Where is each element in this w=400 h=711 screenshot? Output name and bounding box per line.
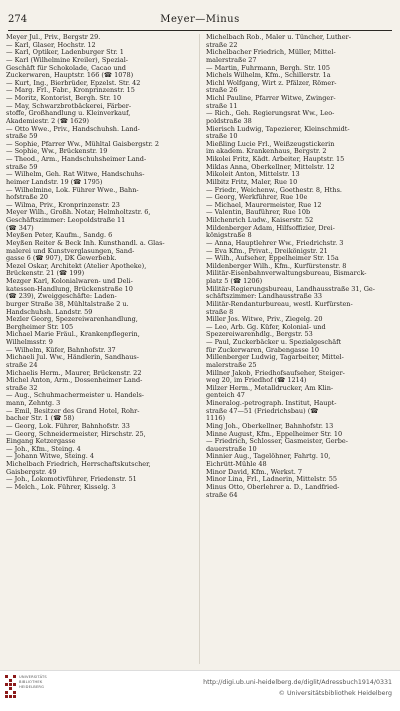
directory-entry-line: poldstraße 38 — [206, 117, 252, 125]
directory-entry-line: königstraße 8 — [206, 232, 252, 240]
source-url-link[interactable]: http://digi.ub.uni-heidelberg.de/diglit/Adressbuch1914/0331 — [203, 679, 392, 686]
directory-entry-line: Akademiestr. 2 (☎ 1629) — [6, 117, 90, 125]
logo-line: UNIVERSITÄTS — [19, 675, 47, 679]
directory-entry-line: straße 59 — [6, 133, 38, 141]
directory-entry-line: straße 32 — [6, 384, 38, 392]
directory-entry-line: Meyer Jul., Priv., Bergstr 29. — [6, 34, 101, 41]
directory-entry-line: Brückenstr. 21 (☎ 199) — [6, 270, 85, 278]
directory-entry-line: — Valentin, Bauführer, Rue 10b — [206, 209, 311, 217]
directory-entry-line: gasse 6 (☎ 907), DK Gewerbebk. — [6, 255, 117, 263]
directory-entry-line: Zuckerwaren, Hauptstr. 166 (☎ 1078) — [6, 72, 134, 80]
directory-entry-line: Milbitz Fritz, Maler, Rue 10 — [206, 178, 298, 186]
directory-entry-line: — Kurt, Ing., Bierbrüder, Epzelst. Str. 42 — [6, 79, 141, 87]
directory-entry-line: Spezereiwarenhdlg., Bergstr. 53 — [206, 331, 313, 339]
directory-entry-line: Minor Lina, Frl., Ladnerin, Mittelstr. 55 — [206, 476, 338, 484]
directory-entry-line: Minor David, Kfm., Werkst. 7 — [206, 468, 303, 476]
directory-entry-line: — Emil, Besitzer des Grand Hotel, Rohr- — [6, 407, 140, 415]
directory-entry-line: straße 64 — [206, 491, 238, 499]
directory-entry-line: platz 5 (☎ 1206) — [206, 278, 263, 285]
directory-entry-line: Mezler Georg, Spezereiwarenhandlung, — [6, 316, 138, 324]
logo-text — [19, 675, 55, 690]
directory-entry-line: — Leo, Arb. Gg. Küfer, Kolonial- und — [206, 323, 326, 331]
directory-entry-line: — Joh., Lokomotivführer, Friedenstr. 51 — [6, 476, 137, 484]
directory-entry-line: straße 8 — [206, 308, 234, 316]
left-column — [6, 34, 194, 492]
directory-entry-line: Michelbacher Friedrich, Müller, Mittel- — [206, 49, 336, 57]
directory-entry-line: — Sophie, Ww., Brückenstr. 19 — [6, 148, 108, 156]
directory-entry-line: Geschäftszimmer: Leopoldstraße 11 — [6, 217, 126, 224]
directory-entry-line: Michels Wilhelm, Kfm., Schillerstr. 1a — [206, 72, 331, 80]
directory-entry-line: — Anna, Hauptlehrer Ww., Friedrichstr. 3 — [206, 239, 344, 247]
directory-entry-line: — Melch., Lok. Führer, Kisselg. 3 — [6, 483, 116, 491]
directory-entry-line: — Martin, Fuhrmann, Bergh. Str. 105 — [206, 64, 330, 72]
directory-entry-line: straße 59 — [6, 163, 38, 171]
directory-entry-line: Michael Marie Fräul., Krankenpflegerin, — [6, 331, 140, 339]
copyright-notice: © Universitätsbibliothek Heidelberg — [278, 690, 392, 697]
directory-entry-line: — Karl, Glaser, Hochstr. 12 — [6, 41, 96, 49]
directory-entry-line: Gaisbergstr. 49 — [6, 468, 57, 476]
directory-entry-line: Ming Joh., Oberkellner, Bahnhofstr. 13 — [206, 422, 334, 430]
directory-entry-line: im akadem. Krankenhaus, Bergstr. 2 — [206, 148, 327, 156]
logo-line: HEIDELBERG — [19, 685, 45, 689]
directory-entry-line: Minne August, Kfm., Eppelheimer Str. 10 — [206, 430, 343, 438]
directory-entry-line: — Aug., Schuhmachermeister u. Handels- — [6, 392, 145, 400]
directory-entry-line: — Karl, Optiker, Ladenburger Str. 1 — [6, 49, 124, 57]
directory-entry-line: Mikolei Fritz, Kädt. Arbeiter, Hauptstr. 15 — [206, 156, 345, 163]
directory-entry-line: — Wilh., Aufseher, Eppelheimer Str. 15a — [206, 255, 339, 263]
directory-entry-line: Mezel Oskar, Architekt (Atelier Apotheke), — [6, 262, 147, 270]
directory-entry-line: burger Straße 38, Mühltalstraße 2 u. — [6, 300, 129, 308]
directory-entry-line: — Otto Wwe., Priv., Handschuhsh. Land- — [6, 125, 140, 133]
directory-entry-line: straße 22 — [206, 41, 238, 49]
directory-entry-line: katessen-Handlung, Brückenstraße 10 — [6, 285, 133, 293]
directory-entry-line: — Wilhelmine, Lok. Führer Wwe., Bahn- — [6, 186, 139, 194]
directory-entry-line: Bergheimer Str. 105 — [6, 323, 74, 331]
directory-entry-line: Mikoleit Anton, Mittelstr. 13 — [206, 171, 300, 179]
directory-entry-line: Militär-Rendanturbureau, westl. Kurfürsten- — [206, 300, 353, 308]
directory-entry-line: malerstraße 25 — [206, 361, 257, 369]
directory-entry-line: — Sophie, Pfarrer Ww., Mühltal Gaisbergstr. 2 — [6, 140, 160, 148]
directory-entry-line: bacher Str. 1 (☎ 58) — [6, 415, 75, 423]
directory-entry-line: Meyer Wilh., Großh. Notar, Helmholtzstr. 6, — [6, 209, 151, 217]
directory-entry-line: (☎ 239), Zweiggeschäfte: Laden- — [6, 293, 117, 301]
directory-entry-line: hofstraße 20 — [6, 194, 48, 202]
directory-entry-line: stoffe, Großhandlung u. Kleinverkauf, — [6, 110, 131, 118]
directory-entry-line: Miklas Anna, Oberkellner, Mittelstr. 12 — [206, 163, 335, 171]
directory-entry-line: genteich 47 — [206, 392, 245, 400]
directory-entry-line: Eichrütt-Mühle 48 — [206, 461, 267, 468]
directory-entry-line: Michl Pauline, Pfarrer Witwe, Zwinger- — [206, 95, 336, 102]
directory-entry-line: Geschäft für Schokolade, Cacao und — [6, 64, 126, 72]
directory-entry-line: Michel Anton, Arm., Dossenheimer Land- — [6, 377, 143, 385]
directory-entry-line: malerei und Kunstverglasungen, Sand- — [6, 247, 135, 255]
directory-entry-line: Michaeli Jul. Ww., Händlerin, Sandhaus- — [6, 354, 139, 362]
directory-entry-line: — Georg, Schneidermeister, Hirschstr. 25, — [6, 430, 146, 438]
directory-entry-line: — Friedr., Weichenw., Goethestr. 8, Hths. — [206, 186, 342, 194]
directory-entry-line: — Wilhelm, Küfer, Bahnhofstr. 37 — [6, 346, 116, 354]
directory-entry-line: Michl Wolfgang, Wirt z. Pfälzer, Römer- — [206, 79, 337, 87]
directory-entry-line: — Rich., Geh. Regierungsrat Ww., Leo- — [206, 110, 335, 118]
page-number: 274 — [8, 14, 28, 25]
directory-entry-line: — Georg, Lok. Führer, Bahnhofstr. 33 — [6, 422, 130, 430]
directory-entry-line: schäftszimmer: Landhausstraße 33 — [206, 293, 323, 301]
directory-entry-line: Michelbach Rob., Maler u. Tüncher, Luther- — [206, 34, 351, 41]
directory-entry-line: — Michael, Maurermeister, Rue 12 — [206, 201, 322, 209]
directory-entry-line: Millner Jakob, Friedhofsaufseher, Steiger- — [206, 369, 345, 377]
directory-entry-line: Meyßen Reiter & Beck Inh. Kunsthandl. a. Glas- — [6, 239, 165, 247]
directory-entry-line: (☎ 347) — [6, 224, 34, 232]
directory-entry-line: — Friedrich, Schlosser, Gasmeister, Gerbe- — [206, 438, 348, 446]
directory-entry-line: — Theod., Arm., Handschuhsheimer Land- — [6, 156, 147, 163]
directory-entry-line: für Zuckerwaren, Grabengasse 10 — [206, 346, 319, 354]
directory-entry-line: 1116) — [206, 415, 226, 423]
directory-entry-line: Mierisch Ludwig, Tapezierer, Kleinschmidt- — [206, 125, 350, 133]
directory-entry-line: — Wilma, Priv., Kronprinzenstr. 23 — [6, 201, 120, 209]
directory-entry-line: — Georg, Werkführer, Rue 10e — [206, 194, 308, 202]
directory-entry-line: — Wilhelm, Geh. Rat Witwe, Handschuhs- — [6, 171, 145, 179]
directory-entry-line: Mezger Karl, Kolonialwaren- und Deli- — [6, 278, 133, 285]
directory-entry-line: Mineralog.-petrograph. Institut, Haupt- — [206, 400, 337, 407]
directory-entry-line: Militär-Regierungsbureau, Landhausstraße 31, Ge- — [206, 285, 375, 293]
page-header — [8, 14, 392, 30]
directory-entry-line: Wilhelmsstr. 9 — [6, 339, 53, 346]
directory-entry-line: dauerstraße 10 — [206, 445, 257, 453]
directory-entry-line: — Johann Witwe, Steing. 4 — [6, 453, 94, 461]
header-rule — [8, 30, 392, 31]
directory-entry-line: Millenberger Ludwig, Tagarbeiter, Mittel- — [206, 354, 344, 362]
directory-entry-line: Meyßen Peter, Kaufm., Sandg. 6 — [6, 232, 113, 240]
directory-entry-line: Eingang Ketzergasse — [6, 438, 76, 446]
directory-entry-line: — Paul, Zuckerbäcker u. Spezialgeschäft — [206, 339, 342, 346]
directory-entry-line: — Karl (Wilhelmine Kreiler), Spezial- — [6, 56, 128, 64]
directory-entry-line: Minus Otto, Oberlehrer a. D., Landfried- — [206, 483, 340, 491]
directory-entry-line: Militär-Eisenbahnverwaltungsbureau, Bismarck- — [206, 270, 367, 278]
logo-line: BIBLIOTHEK — [19, 680, 43, 684]
directory-entry-line: Milchenrich Ludw., Kaiserstr. 52 — [206, 217, 314, 224]
directory-entry-line: straße 24 — [6, 361, 38, 369]
directory-entry-line: weg 20, im Friedhof (☎ 1214) — [206, 377, 307, 385]
directory-entry-line: — Marg. Frl., Fabr., Kronprinzenstr. 15 — [6, 87, 135, 95]
directory-entry-line: Miller Jos. Witwe, Priv., Ziegelg. 20 — [206, 316, 323, 324]
directory-entry-line: straße 10 — [206, 133, 238, 141]
directory-entry-line: straße 26 — [206, 87, 238, 95]
directory-entry-line: malerstraße 27 — [206, 56, 257, 64]
right-column — [206, 34, 394, 499]
column-divider — [199, 34, 200, 664]
directory-entry-line: mann, Zehntg. 3 — [6, 400, 61, 407]
directory-entry-line: Minnier Aug., Tagelöhner, Fahrtg. 10, — [206, 453, 331, 461]
directory-entry-line: Milzer Herm., Metalldrucker, Am Klin- — [206, 384, 334, 392]
directory-entry-line: heimer Landstr. 19 (☎ 1795) — [6, 178, 103, 186]
directory-entry-line: Mildenberger Wilh., Kfm., Kurfürstenstr. 8 — [206, 262, 347, 270]
directory-entry-line: Mießling Lucie Frl., Weißzeugstickerin — [206, 140, 335, 148]
directory-entry-line: Handschuhsh. Landstr. 59 — [6, 308, 93, 316]
directory-entry-line: — Joh., Kfm., Steing. 4 — [6, 445, 81, 453]
university-library-logo — [5, 673, 55, 707]
page-title: Meyer—Minus — [160, 14, 240, 25]
directory-entry-line: — Eva Kfm., Privat., Dreikönigstr. 21 — [206, 247, 328, 255]
directory-entry-line: Mildenberger Adam, Hilfsoffizier, Drei- — [206, 224, 335, 232]
directory-entry-line: Michelbach Friedrich, Herrschaftskutscher, — [6, 461, 151, 468]
directory-entry-line: — Moritz, Kontorist, Bergh. Str. 10 — [6, 95, 122, 102]
directory-entry-line: Michaelis Herm., Maurer, Brückenstr. 22 — [6, 369, 142, 377]
logo-mark-icon — [5, 675, 15, 703]
directory-entry-line: straße 47—51 (Friedrichsbau) (☎ — [206, 407, 319, 415]
directory-entry-line: straße 11 — [206, 102, 238, 110]
directory-entry-line: — May, Schwarzbrotbäckerei, Färber- — [6, 102, 132, 110]
